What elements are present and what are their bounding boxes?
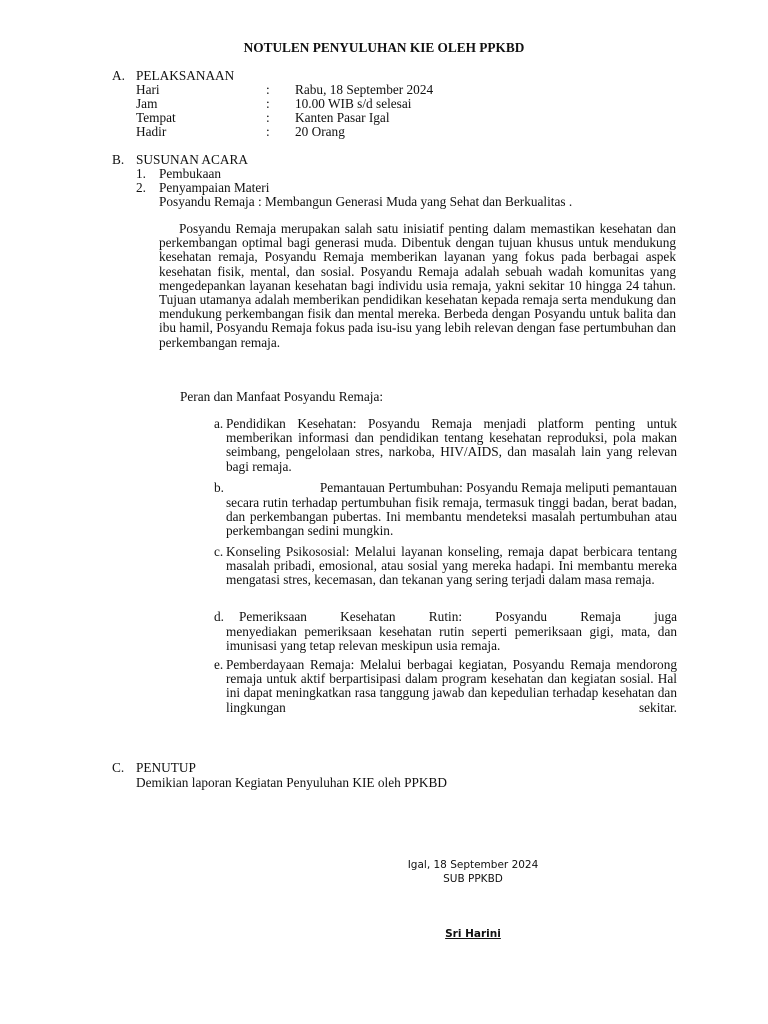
row-tempat-label: Tempat [136,110,176,125]
row-hari-value: Rabu, 18 September 2024 [295,82,434,97]
section-a-letter: A. [112,68,125,83]
benefit-a-text: Pendidikan Kesehatan: Posyandu Remaja menjadi platform penting untuk memberikan informasi dan pendidikan tentang kesehatan reproduksi, pola makan seimbang, pengelolaan stres, narkoba, HIV/AIDS, dan masalah lain yang relevan bagi remaja. [226,416,677,474]
row-tempat-value: Kanten Pasar Igal [295,110,390,125]
benefit-c-text: Konseling Psikososial: Melalui layanan konseling, remaja dapat berbicara tentang masalah pribadi, emosional, atau sosial yang mereka hadapi. Ini membantu mereka mengatasi stres, kecemasan, dan tekanan yang sering terjadi dalam masa remaja. [226,544,677,588]
section-b-letter: B. [112,152,125,167]
section-b-heading: SUSUNAN ACARA [136,152,248,167]
closing-text: Demikian laporan Kegiatan Penyuluhan KIE oleh PPKBD [136,775,447,790]
row-hadir-label: Hadir [136,124,167,139]
benefit-e-letter: e. [214,657,224,672]
document-title: NOTULEN PENYULUHAN KIE OLEH PPKBD [243,40,525,55]
row-jam-value: 10.00 WIB s/d selesai [295,96,412,111]
section-a-heading: PELAKSANAAN [136,68,235,83]
row-hadir-colon: : [266,124,270,139]
materi-title: Posyandu Remaja : Membangun Generasi Muda yang Sehat dan Berkualitas . [159,194,573,209]
benefit-b-lead: Pemantauan Pertumbuhan: Posyandu Remaja meliputi pemantauan [319,480,677,495]
signature-place-date: Igal, 18 September 2024 [407,859,539,871]
row-jam-colon: : [266,96,270,111]
benefit-d-text: menyediakan pemeriksaan kesehatan rutin seperti pemeriksaan gigi, mata, dan imunisasi yang tetap relevan meskipun usia remaja. [226,624,677,654]
row-tempat-colon: : [266,110,270,125]
row-hari-colon: : [266,82,270,97]
benefit-d-letter: d. [214,609,224,624]
agenda-item-1-text: Pembukaan [159,166,222,181]
signature-role: SUB PPKBD [443,873,503,885]
benefit-c-letter: c. [214,544,224,559]
benefit-d-first-line [214,610,677,624]
benefit-a-letter: a. [214,416,224,431]
peran-heading: Peran dan Manfaat Posyandu Remaja: [180,389,384,404]
benefit-b-first-line [214,481,677,495]
row-hadir-value: 20 Orang [295,124,345,139]
section-c-heading: PENUTUP [136,760,196,775]
row-hari-label: Hari [136,82,160,97]
agenda-item-2-text: Penyampaian Materi [159,180,270,195]
benefit-d-lead: Pemeriksaan Kesehatan Rutin: Posyandu Remaja juga [239,609,677,624]
benefit-b-letter: b. [214,480,224,495]
agenda-item-2-num: 2. [136,180,146,195]
materi-paragraph [159,222,676,350]
materi-paragraph-text: Posyandu Remaja merupakan salah satu inisiatif penting dalam memastikan kesehatan dan perkembangan optimal bagi generasi muda. Dibentuk dengan tujuan khusus untuk mendukung kesehatan remaja, Posyandu Remaja memberikan layanan yang fokus pada berbagai aspek kesehatan fisik, mental, dan sosial. Posyandu Remaja adalah sebuah wadah komunitas yang mengedepankan layanan kesehatan bagi individu usia remaja, yakni sekitar 10 hingga 24 tahun. Tujuan utamanya adalah memberikan pendidikan kesehatan kepada remaja serta mendukung dan mendukung perkembangan fisik dan mental mereka. Berbeda dengan Posyandu untuk balita dan ibu hamil, Posyandu Remaja fokus pada isu-isu yang lebih relevan dengan fase pertumbuhan dan perkembangan remaja. [159,221,676,350]
signature-name-text: Sri Harini [445,928,501,940]
signature-name [348,927,598,941]
row-jam-label: Jam [136,96,158,111]
section-c-letter: C. [112,760,125,775]
agenda-item-1-num: 1. [136,166,146,181]
benefit-e-text: Pemberdayaan Remaja: Melalui berbagai kegiatan, Posyandu Remaja mendorong remaja untuk aktif berpartisipasi dalam program kesehatan dan kegiatan sosial. Hal ini dapat meningkatkan rasa tanggung jawab dan kepedulian terhadap kesehatan dan lingkungan sekitar. [226,657,677,715]
benefit-b-text: secara rutin terhadap pertumbuhan fisik remaja, termasuk tinggi badan, berat badan, dan perkembangan pubertas. Ini membantu mendeteksi masalah pertumbuhan atau perkembangan sedini mungkin. [226,495,677,539]
